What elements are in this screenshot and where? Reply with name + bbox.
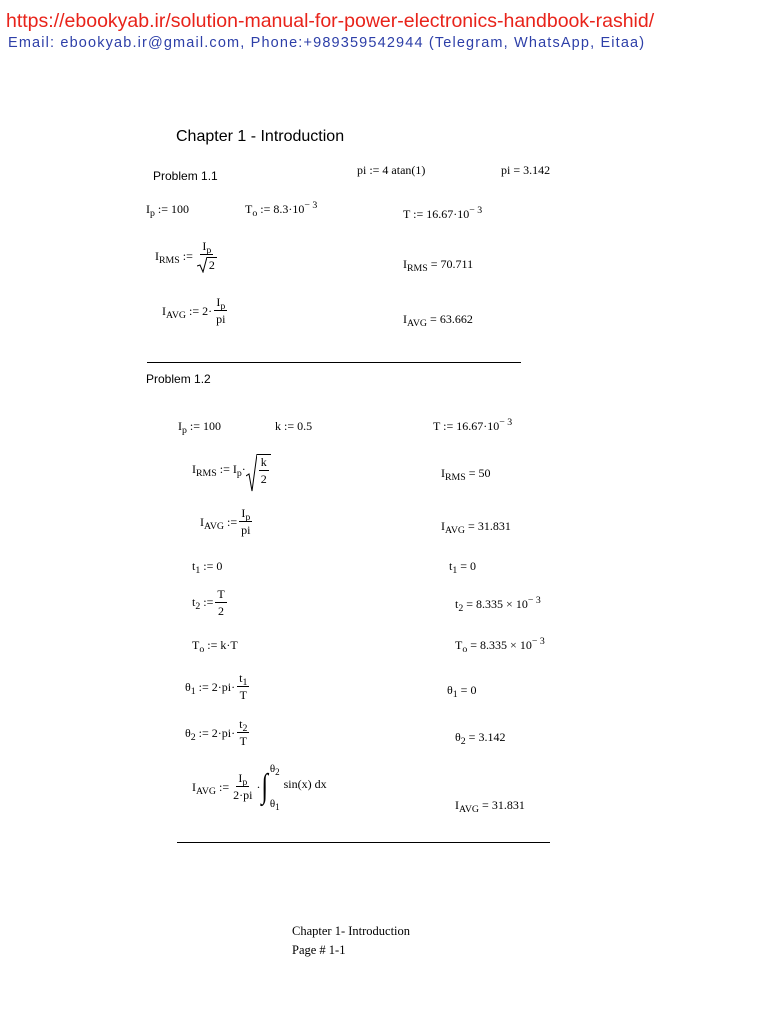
footer-chapter: Chapter 1- Introduction xyxy=(292,924,411,938)
ip-definition: $I_p$ := 100 xyxy=(146,202,190,220)
to-definition-2: $T_o$ := k·T xyxy=(192,638,238,656)
problem-1-2-label: Problem 1.2 xyxy=(146,372,211,386)
theta1-formula: $\theta_1$ := 2·pi· $\frac{t_1}{T}$ xyxy=(185,671,248,703)
t2-formula: $t_2$ := $\frac{T}{2}$ xyxy=(192,587,225,618)
irms-value-2: $I_{RMS} = 50$ xyxy=(441,466,491,484)
k-definition: k := 0.5 xyxy=(275,419,313,433)
theta2-value: $\theta_2 = 3.142$ xyxy=(455,730,506,748)
to-definition: $T_o$ := $8.3\cdot 10^{- 3}$ xyxy=(245,199,318,220)
irms-formula-2: $I_{RMS}$ := $I_p\cdot$ $\frac{k}{2}$ xyxy=(192,454,271,485)
problem-1-1-label: Problem 1.1 xyxy=(153,169,218,183)
t1-definition: $t_1$ := 0 xyxy=(192,559,223,577)
iavg-integral-formula: $I_{AVG}$ := $\frac{I_p}{2\cdot pi}$ · ∫ $\theta_2$ $\theta_1$ sin(x) dx xyxy=(192,763,327,812)
header-url[interactable]: https://ebookyab.ir/solution-manual-for-power-electronics-handbook-rashid/ xyxy=(6,10,655,32)
divider xyxy=(147,362,521,363)
iavg-value: $I_{AVG} = 63.662$ xyxy=(403,312,473,330)
sqrt-icon xyxy=(246,454,257,492)
ip-definition-2: $I_p$ := 100 xyxy=(178,419,222,437)
header-contact: Email: ebookyab.ir@gmail.com, Phone:+989359542944 (Telegram, WhatsApp, Eitaa) xyxy=(8,35,646,51)
divider-2 xyxy=(177,842,550,843)
pi-value: pi = 3.142 xyxy=(501,163,551,177)
t-definition: T := $16.67\cdot 10^{- 3}$ xyxy=(403,204,483,221)
iavg-formula-2: $I_{AVG}$ := $\frac{I_p}{pi}$ xyxy=(200,506,251,538)
theta1-value: $\theta_1 = 0$ xyxy=(447,683,477,701)
irms-formula: $I_{RMS}$ := $\frac{I_p}{2}$ xyxy=(155,239,215,273)
footer-page-number: Page # 1-1 xyxy=(292,943,346,957)
t2-value: $t_2 = 8.335 \times 10^{- 3}$ xyxy=(455,594,541,615)
iavg-value-2: $I_{AVG} = 31.831$ xyxy=(441,519,511,537)
irms-value: $I_{RMS} = 70.711$ xyxy=(403,257,474,275)
t1-value: $t_1 = 0$ xyxy=(449,559,477,577)
iavg-formula: $I_{AVG}$ := 2· $\frac{I_p}{pi}$ xyxy=(162,295,226,327)
chapter-title: Chapter 1 - Introduction xyxy=(176,128,345,145)
to-value: $T_o = 8.335 \times 10^{- 3}$ xyxy=(455,635,545,656)
theta2-formula: $\theta_2$ := 2·pi· $\frac{t_2}{T}$ xyxy=(185,717,248,749)
pi-definition: pi := 4 atan(1) xyxy=(357,163,426,177)
integral-icon: ∫ xyxy=(261,768,269,805)
sqrt-icon xyxy=(197,257,207,273)
iavg-value-3: $I_{AVG} = 31.831$ xyxy=(455,798,525,816)
t-definition-2: T := $16.67\cdot 10^{- 3}$ xyxy=(433,416,513,433)
